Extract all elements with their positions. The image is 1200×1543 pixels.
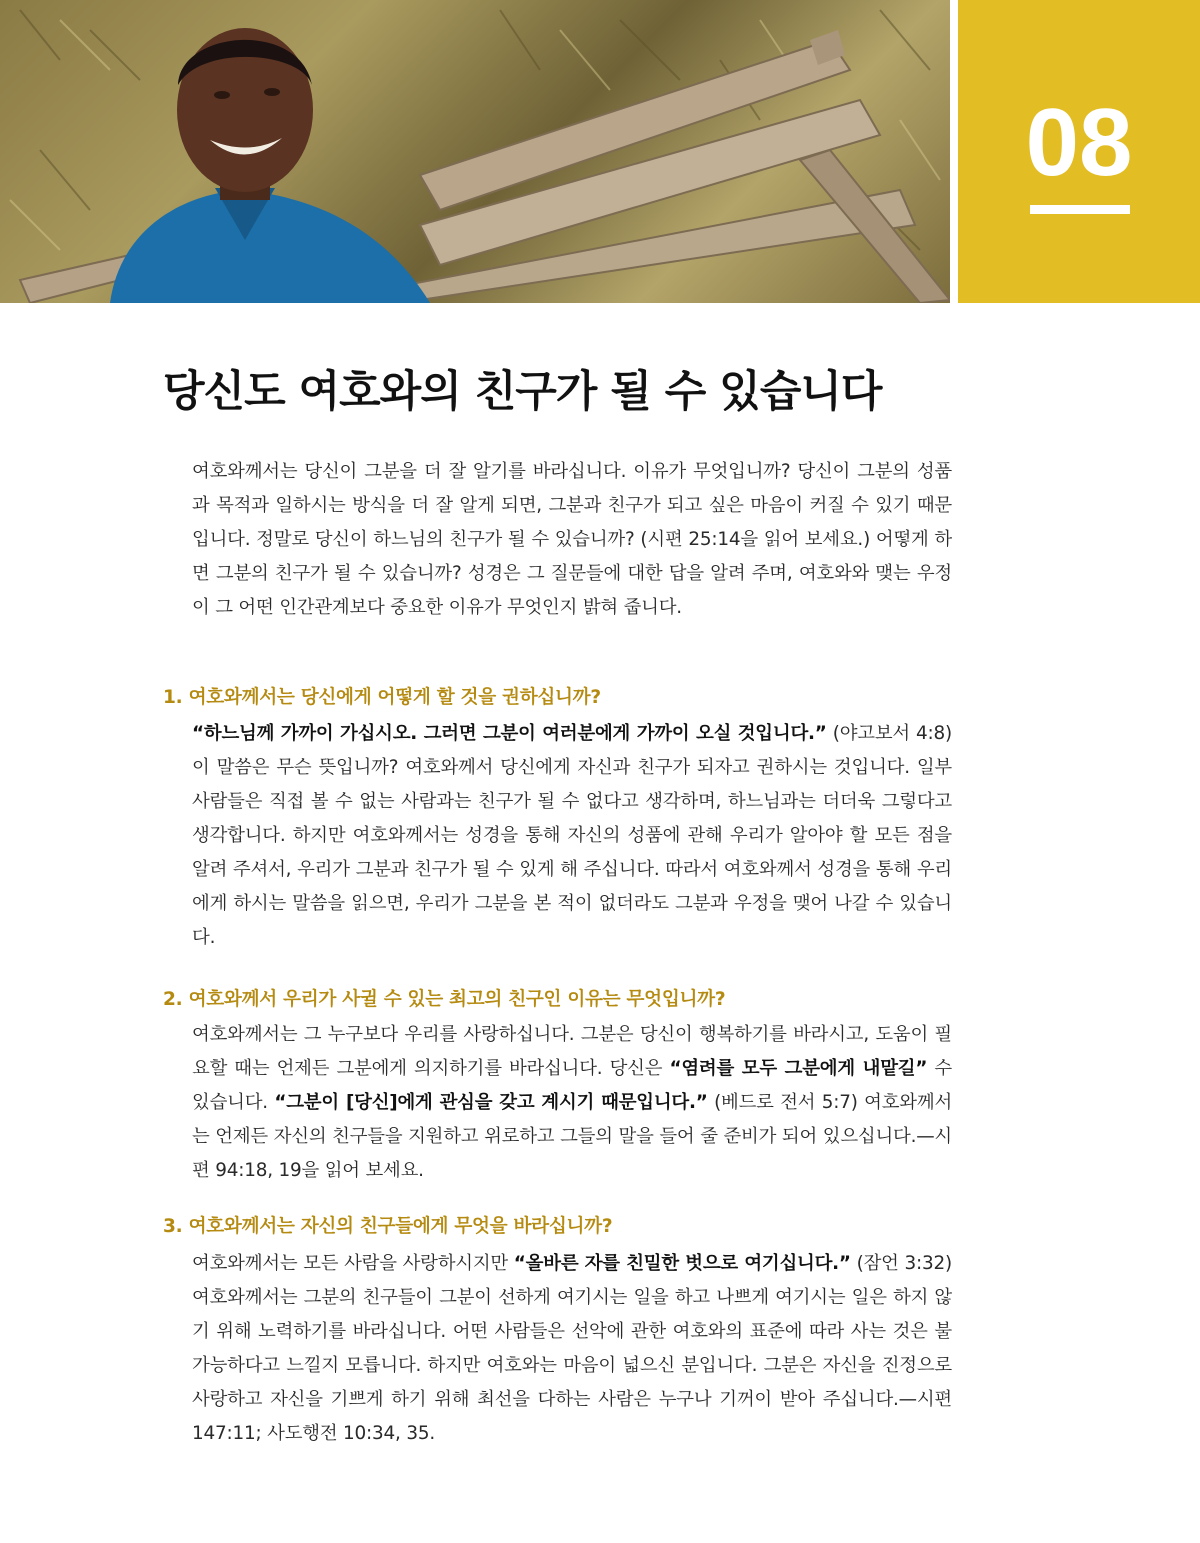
scripture-quote: “그분이 [당신]에게 관심을 갖고 계시기 때문입니다.”	[274, 1092, 708, 1113]
answer-3-paragraph	[192, 1247, 952, 1451]
answer-text: 수 있습니다.	[192, 1058, 952, 1113]
question-2-heading: 2. 여호와께서 우리가 사귈 수 있는 최고의 친구인 이유는 무엇입니까?	[163, 989, 726, 1010]
man	[110, 28, 430, 303]
answer-text: (베드로 전서 5:7) 여호와께서는 언제든 자신의 친구들을 지원하고 위로하고 그들의 말을 들어 줄 준비가 되어 있으십니다.—시편 94:18, 19을 읽어 보세요.	[192, 1092, 953, 1181]
question-3-heading: 3. 여호와께서는 자신의 친구들에게 무엇을 바라십니까?	[163, 1216, 613, 1237]
scripture-quote: “염려를 모두 그분에게 내맡길”	[669, 1058, 928, 1079]
scripture-quote: “올바른 자를 친밀한 벗으로 여기십니다.”	[513, 1253, 851, 1274]
chapter-badge	[958, 0, 1200, 303]
page-title: 당신도 여호와의 친구가 될 수 있습니다	[163, 367, 882, 417]
answer-text: 여호와께서는 그 누구보다 우리를 사랑하십니다. 그분은 당신이 행복하기를 바라시고, 도움이 필요할 때는 언제든 그분에게 의지하기를 바라십니다. 당신은	[192, 1024, 952, 1079]
answer-1-paragraph	[192, 717, 952, 955]
chapter-number: 08	[1025, 89, 1133, 196]
intro-paragraph: 여호와께서는 당신이 그분을 더 잘 알기를 바라십니다. 이유가 무엇입니까? 당신이 그분의 성품과 목적과 일하시는 방식을 더 잘 알게 되면, 그분과 친구가 되고 싶은 마음이 커질 수 있기 때문입니다. 정말로 당신이 하느님의 친구가 될 수 있습니까? (시편 25:14을 읽어 보세요.) 어떻게 하면 그분의 친구가 될 수 있습니까? 성경은 그 질문들에 대한 답을 알려 주며, 여호와와 맺는 우정이 그 어떤 인간관계보다 중요한 이유가 무엇인지 밝혀 줍니다.	[192, 461, 952, 618]
hero-photo	[0, 0, 950, 303]
question-1-heading: 1. 여호와께서는 당신에게 어떻게 할 것을 권하십니까?	[163, 687, 601, 708]
chapter-underline	[1030, 205, 1130, 214]
scripture-quote: “하느님께 가까이 가십시오. 그러면 그분이 여러분에게 가까이 오실 것입니다.”	[192, 723, 827, 744]
answer-text: (잠언 3:32) 여호와께서는 그분의 친구들이 그분이 선하게 여기시는 일을 하고 나쁘게 여기시는 일은 하지 않기 위해 노력하기를 바라십니다. 어떤 사람들은 선악에 관한 여호와의 표준에 따라 사는 것은 불가능하다고 느낄지 모릅니다. 하지만 여호와는 마음이 넓으신 분입니다. 그분은 자신을 진정으로 사랑하고 자신을 기쁘게 하기 위해 최선을 다하는 사람은 누구나 기꺼이 받아 주십니다.—시편 147:11; 사도행전 10:34, 35.	[192, 1253, 952, 1444]
answer-2-paragraph	[192, 1018, 952, 1188]
answer-text: (야고보서 4:8) 이 말씀은 무슨 뜻입니까? 여호와께서 당신에게 자신과 친구가 되자고 권하시는 것입니다. 일부 사람들은 직접 볼 수 없는 사람과는 친구가 될 수 없다고 생각하며, 하느님과는 더더욱 그렇다고 생각합니다. 하지만 여호와께서는 성경을 통해 자신의 성품에 관해 우리가 알아야 할 모든 점을 알려 주셔서, 우리가 그분과 친구가 될 수 있게 해 주십니다. 따라서 여호와께서 성경을 통해 우리에게 하시는 말씀을 읽으면, 우리가 그분을 본 적이 없더라도 그분과 우정을 맺어 나갈 수 있습니다.	[192, 723, 952, 948]
hero-illustration	[0, 0, 950, 303]
answer-text: 여호와께서는 모든 사람을 사랑하시지만	[192, 1253, 514, 1274]
